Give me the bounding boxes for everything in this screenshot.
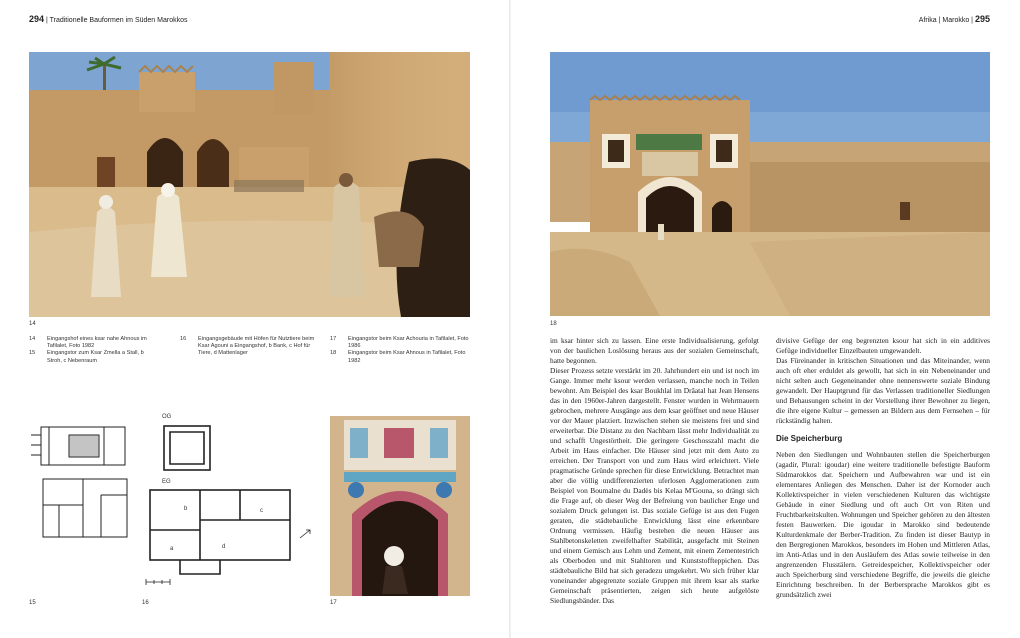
left-running-title: | Traditionelle Bauformen im Süden Marokkos: [45, 17, 188, 24]
figure-number-18: 18: [550, 321, 557, 327]
ksar-courtyard-illustration: [29, 52, 470, 317]
photo-ksar-courtyard: [29, 52, 470, 317]
floor-plan-ksar-zmella: [29, 415, 134, 543]
plan-letter: a: [170, 546, 174, 552]
caption-number: 18: [330, 350, 337, 357]
right-page: [511, 0, 1020, 638]
floor-plan-ksar-agouni: [140, 420, 315, 590]
caption-text: Eingangstor zum Ksar Zmella a Stall, b Stroh, c Nebenraum: [47, 350, 144, 364]
painted-gate-illustration: [330, 416, 470, 596]
caption-number: 16: [180, 336, 187, 342]
plan-letter: d: [222, 544, 226, 550]
left-page-header: [29, 14, 187, 24]
floor-plan-16-drawing: [140, 420, 315, 590]
left-page: [0, 0, 509, 638]
caption-text: Eingangstor beim Ksar Achouria in Tafilalet, Foto 1986: [348, 336, 469, 350]
caption-text: Eingangsgebäude mit Höfen für Nutztiere beim Ksar Agouni a Eingangshof, b Bank, c Hof für Tiere, d Mattenlager: [198, 336, 315, 357]
section-subheading: Die Speicherburg: [776, 434, 843, 443]
body-text-column-1: [550, 336, 759, 606]
caption-number: 17: [330, 336, 337, 342]
plan-label-eg: EG: [162, 479, 171, 485]
caption-item: [29, 350, 159, 364]
caption-text: Eingangshof eines ksar nahe Ahnous im Tafilalet, Foto 1982: [47, 336, 147, 350]
left-page-number: 294: [29, 14, 45, 24]
ksar-gate-illustration: [550, 52, 990, 316]
body-paragraph: Das Füreinander in kritischen Situationen und das Miteinander, wenn auch oft eher erduldet als gewollt, hat sich in ein Nebeneinander und nicht selten auch Gegeneinander ohne nennenswerte soziale Bindung gewandelt. Der Hauptgrund für das Verlassen traditioneller Siedlungen und Behausungen scheint in der Vorstellung ihrer Bewohner zu liegen, die ihre eigene Kultur – gemessen an Bildern aus dem Fernsehen – für rückständig halten.: [776, 356, 990, 425]
plan-label-og: OG: [162, 414, 172, 420]
figure-number-16: 16: [142, 600, 149, 606]
body-paragraph: divisive Gefüge der eng begrenzten ksour hat sich in ein additives Gefüge individueller Einzelbauten umgewandelt.: [776, 336, 990, 355]
right-page-number: 295: [974, 14, 990, 24]
photo-ksar-achouria-gate: [330, 416, 470, 596]
caption-item: [330, 350, 470, 364]
plan-letter: c: [260, 508, 263, 514]
caption-text: Eingangstor beim Ksar Ahnous in Tafilalet, Foto 1982: [348, 350, 466, 364]
figure-number-17: 17: [330, 600, 337, 606]
caption-item: [330, 336, 470, 350]
figure-number-14: 14: [29, 321, 36, 327]
body-paragraph: Neben den Siedlungen und Wohnbauten stellen die Speicherburgen (agadir, Plural: igoudar) eine weitere traditionelle befestigte Bauform Südmarokkos dar. Speichern und Aufbewahren war und ist ein elementares Anliegen des Menschen. Daher ist der Kornoder auch Kollektivspeicher in vielen verschiedenen Kulturen das wichtigste Gebäude in einer Siedlung und oft auch Ort von Riten und Fruchtbarkeitskulten. Wohnungen und Speicher gehören zu den ältesten festen Bauwerken. Die igoudar in Marokko sind bedeutende Kulturdenkmale der Berber-Tradition. Zu finden ist dieser Bautyp in den Bergregionen Marokkos, besonders im Hohen und Mittleren Atlas, im Anti-Atlas und in den Ausläufern des Atlas sowie teilweise in den angrenzenden Flusstälern. Getreidespeicher, Kollektivspeicher oder auch Speicherburg sind verschiedene Begriffe, die jeweils die gleiche Einrichtung beschreiben. In der Berbersprache Marokkos gibt es grundsätzlich zwei: [776, 450, 990, 599]
caption-item: [29, 336, 159, 350]
body-text-column-2: [776, 336, 990, 600]
caption-column-2: [180, 336, 315, 358]
figure-number-15: 15: [29, 600, 36, 606]
right-running-section: Afrika | Marokko |: [918, 17, 974, 24]
caption-column-3: [330, 336, 470, 365]
photo-ksar-ahnous-gate: [550, 52, 990, 316]
body-paragraph: im ksar hinter sich zu lassen. Eine erste Individualisierung, gefolgt von der baulichen Loslösung heraus aus der sozialen Gemeinschaft, hatte begonnen.: [550, 336, 759, 365]
caption-column-1: [29, 336, 159, 365]
caption-item: [180, 336, 315, 358]
right-page-header: [919, 14, 990, 24]
caption-number: 14: [29, 336, 36, 342]
floor-plan-15-drawing: [29, 415, 134, 543]
plan-letter: b: [184, 506, 188, 512]
caption-number: 15: [29, 350, 36, 357]
body-paragraph: Dieser Prozess setzte verstärkt im 20. Jahrhundert ein und ist noch im Gange. Immer mehr ksour werden verlassen, manche noch in Teilen bewohnt. Am Beispiel des ksar Boukhlal im Drâatal hat Jean Hensens das in den 1960er-Jahren dargestellt. Fenster wurden in Wehrmauern gebrochen, mehrere Ausgänge aus dem ksar geöffnet und neue Häuser vor der Mauer platziert. Inzwischen stehen sie meistens frei und sind erweiterbar. Die Distanz zu den Nachbarn lässt mehr Individualität zu und schafft Ungestörtheit. Die geringere Geschosszahl macht die Arbeit im Haus einfacher. Die Häuser sind jetzt mit dem Auto zu erreichen. Der Transport von und zum Haus wird erleichtert. Viele pragmatische Gründe sprechen für diese Entwicklung. Betrachtet man aber die völlig undifferenzierten uferlosen Agglomerationen zum Beispiel von Boumalne du Dadès bis Kelaa M'Gouna, so drängt sich die Frage auf, ob dieser Weg der Befreiung von baulicher Enge und sozialem Druck gelungen ist. Das soziale Gefüge ist aus den Fugen geraten, die städtebauliche Entwicklung lässt eine erkennbare Ordnung vermissen. Häufig bestehen die neuen Häuser aus Stahlbetonskeletten zweifelhafter Stabilität, ausgefacht mit Steinen und einem Gemisch aus Lehm und Zement, mit einem Zementestrich als Oberboden und mit Stahltoren und Kunststoffteppichen. Das städtebauliche Bild hat sich geradezu umgekehrt. Wo sich früher klar voneinander abgegrenzte soziale Gruppen mit ihrem ksar als starke Gemeinschaft präsentierten, zeigen sich heute aufgelöste Siedlungsbänder. Das: [550, 366, 759, 605]
